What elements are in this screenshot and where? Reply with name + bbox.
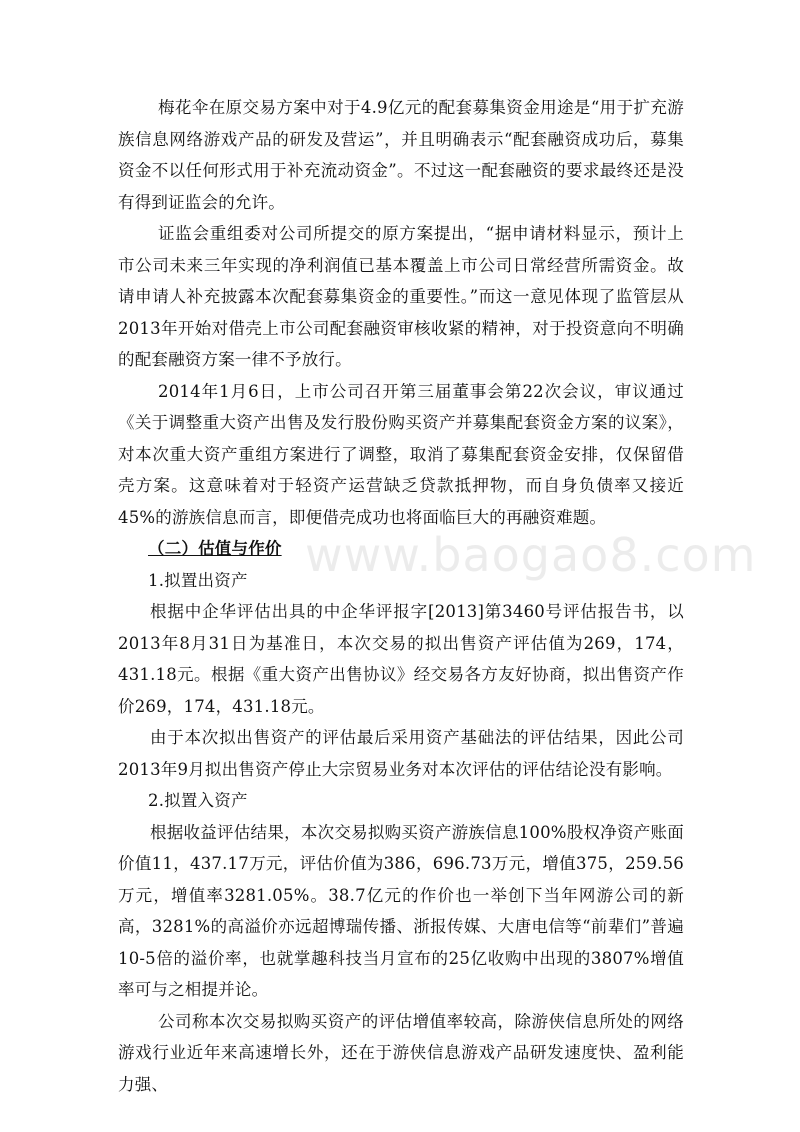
sub1-paragraph-2: 由于本次拟出售资产的评估最后采用资产基础法的评估结果，因此公司2013年9月拟出售资产停止大宗贸易业务对本次评估的评估结论没有影响。 <box>118 728 684 779</box>
paragraph-1: 梅花伞在原交易方案中对于4.9亿元的配套募集资金用途是“用于扩充游族信息网络游戏产品的研发及营运”，并且明确表示“配套融资成功后，募集资金不以任何形式用于补充流动资金”。不过这一配套融资的要求最终还是没有得到证监会的允许。 <box>118 98 684 212</box>
sub2-paragraph-1: 根据收益评估结果，本次交易拟购买资产游族信息100%股权净资产账面价值11，437.17万元，评估价值为386，696.73万元，增值375，259.56万元，增值率3281.05%。38.7亿元的作价也一举创下当年网游公司的新高，3281%的高溢价亦远超博瑞传播、浙报传媒、大唐电信等“前辈们”普遍10-5倍的溢价率，也就掌趣科技当月宣布的25亿收购中出现的3807%增值率可与之相提并论。 <box>118 822 684 999</box>
subsection-title-2: 2.拟置入资产 <box>148 791 248 810</box>
sub1-paragraph-1: 根据中企华评估出具的中企华评报字[2013]第3460号评估报告书，以2013年8月31日为基准日，本次交易的拟出售资产评估值为269，174，431.18元。根据《重大资产出售协议》经交易各方友好协商，拟出售资产作价269，174，431.18元。 <box>118 602 684 716</box>
section-heading: （二）估值与作价 <box>148 539 282 558</box>
subsection-title-1: 1.拟置出资产 <box>148 570 248 590</box>
sub2-paragraph-2: 公司称本次交易拟购买资产的评估增值率较高，除游侠信息所处的网络游戏行业近年来高速增长外，还在于游侠信息游戏产品研发速度快、盈利能力强、 <box>118 1011 684 1094</box>
document-body <box>118 92 684 1100</box>
paragraph-3: 2014年1月6日，上市公司召开第三届董事会第22次会议，审议通过《关于调整重大资产出售及发行股份购买资产并募集配套资金方案的议案》，对本次重大资产重组方案进行了调整，取消了募集配套资金安排，仅保留借壳方案。这意味着对于轻资产运营缺乏贷款抵押物，而自身负债率又接近45%的游族信息而言，即便借壳成功也将面临巨大的再融资难题。 <box>118 381 684 527</box>
watermark-text: www.baogao8.com <box>305 528 757 582</box>
paragraph-2: 证监会重组委对公司所提交的原方案提出，“据申请材料显示，预计上市公司未来三年实现的净利润值已基本覆盖上市公司日常经营所需资金。故请申请人补充披露本次配套募集资金的重要性。”而这一意见体现了监管层从2013年开始对借壳上市公司配套融资审核收紧的精神，对于投资意向不明确的配套融资方案一律不予放行。 <box>118 224 684 369</box>
